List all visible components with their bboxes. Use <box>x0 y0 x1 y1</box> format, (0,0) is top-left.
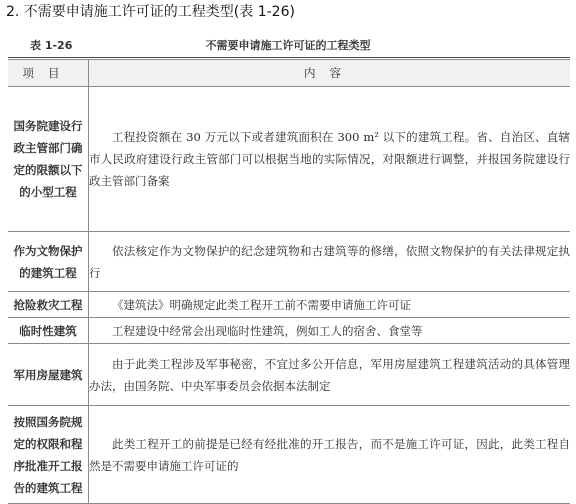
row-item: 作为文物保护的建筑工程 <box>8 232 89 292</box>
column-header-content: 内容 <box>89 60 571 87</box>
row-content: 此类工程开工的前提是已经有经批准的开工报告，而不是施工许可证，因此，此类工程自然是不需要申请施工许可证的 <box>89 406 571 504</box>
project-types-table <box>8 59 570 504</box>
table-row <box>8 406 570 504</box>
section-heading: 2. 不需要申请施工许可证的工程类型(表 1-26) <box>6 4 295 20</box>
row-item: 临时性建筑 <box>8 318 89 344</box>
table-title: 不需要申请施工许可证的工程类型 <box>205 39 371 52</box>
table-header-row <box>8 60 570 87</box>
row-item: 按照国务院规定的权限和程序批准开工报告的建筑工程 <box>8 406 89 504</box>
row-content: 工程投资额在 30 万元以下或者建筑面积在 300 m² 以下的建筑工程。省、自治区、直辖市人民政府建设行政主管部门可以根据当地的实际情况，对限额进行调整，并报国务院建设行政主管部门备案 <box>89 87 571 232</box>
row-item: 国务院建设行政主管部门确定的限额以下的小型工程 <box>8 87 89 232</box>
row-item: 军用房屋建筑 <box>8 344 89 406</box>
row-content: 《建筑法》明确规定此类工程开工前不需要申请施工许可证 <box>89 292 571 318</box>
table-row <box>8 232 570 292</box>
table-number: 表 1-26 <box>30 39 73 52</box>
table-top-rule <box>8 57 570 58</box>
row-item: 抢险救灾工程 <box>8 292 89 318</box>
table-row <box>8 344 570 406</box>
row-content: 依法核定作为文物保护的纪念建筑物和古建筑等的修缮，依照文物保护的有关法律规定执行 <box>89 232 571 292</box>
row-content: 由于此类工程涉及军事秘密，不宜过多公开信息，军用房屋建筑工程建筑活动的具体管理办法，由国务院、中央军事委员会依据本法制定 <box>89 344 571 406</box>
table-row <box>8 318 570 344</box>
column-header-item: 项目 <box>8 60 89 87</box>
row-content: 工程建设中经常会出现临时性建筑，例如工人的宿舍、食堂等 <box>89 318 571 344</box>
table-row <box>8 292 570 318</box>
table-caption <box>0 37 576 53</box>
table-row <box>8 87 570 232</box>
